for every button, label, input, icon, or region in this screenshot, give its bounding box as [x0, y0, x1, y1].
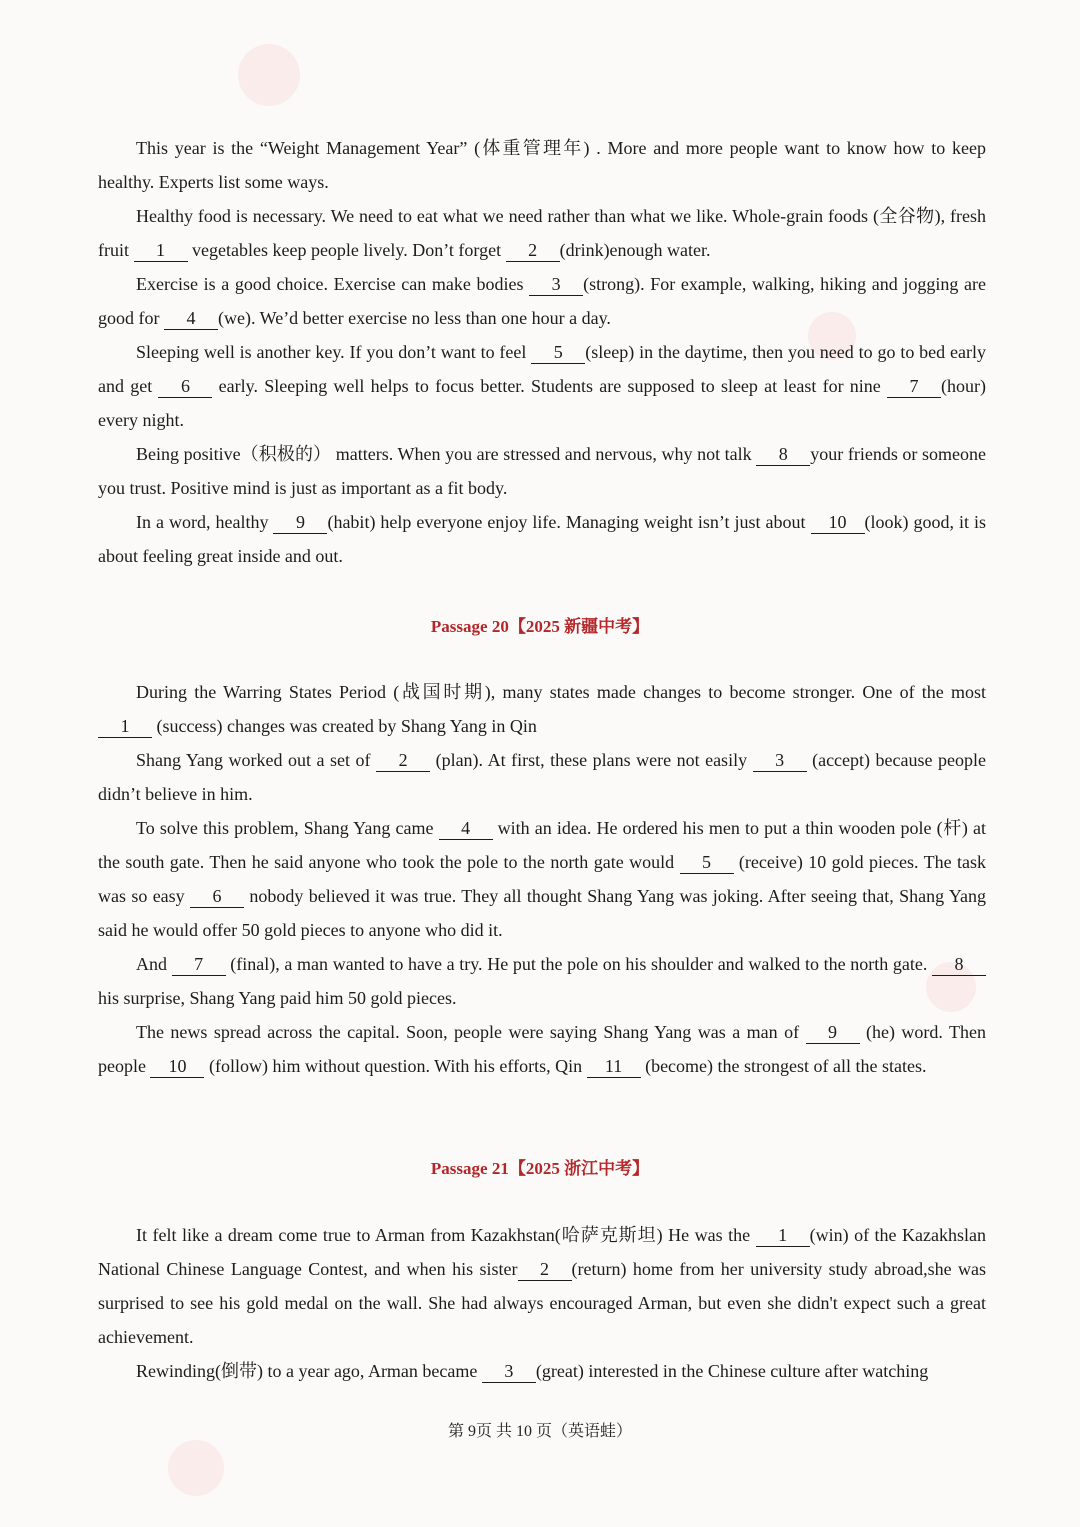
paragraph-text: (hour) every night.	[98, 376, 987, 430]
paragraph-text: (drink)enough water.	[559, 240, 711, 260]
paragraph-text: early. Sleeping well helps to focus better. Students are supposed to sleep at least for nine	[212, 376, 888, 396]
paragraph-text: To solve this problem, Shang Yang came	[136, 818, 439, 838]
paragraph-text: (receive) 10 gold pieces. The task was so easy	[98, 852, 986, 906]
paragraph-text: (plan). At first, these plans were not easily	[430, 750, 753, 770]
blank-11[interactable]: 11	[587, 1055, 641, 1078]
passage-20-body	[98, 675, 986, 1083]
watermark-stamp	[238, 44, 300, 106]
paragraph-text: Being positive（积极的） matters. When you are stressed and nervous, why not talk	[136, 444, 757, 464]
watermark-stamp	[168, 1440, 224, 1496]
paragraph-text: with an idea. He ordered his men to put a thin wooden pole (杆) at the south gate. Then he said anyone who took the pole to the north gate would	[98, 818, 986, 872]
blank-7[interactable]: 7	[887, 375, 941, 398]
blank-4[interactable]: 4	[164, 307, 218, 330]
blank-2[interactable]: 2	[518, 1258, 572, 1281]
paragraph-text: vegetables keep people lively. Don’t forget	[187, 240, 506, 260]
paragraph-text: (strong). For example, walking, hiking and jogging are good for	[98, 274, 987, 328]
blank-2[interactable]: 2	[506, 239, 560, 262]
paragraph-text: Healthy food is necessary. We need to eat what we need rather than what we like. Whole-grain foods (全谷物), fresh fruit	[98, 206, 986, 260]
passage-21-body	[98, 1218, 986, 1388]
paragraph-text: The news spread across the capital. Soon, people were saying Shang Yang was a man of	[136, 1022, 806, 1042]
paragraph-text: (final), a man wanted to have a try. He put the pole on his shoulder and walked to the north gate.	[225, 954, 933, 974]
blank-1[interactable]: 1	[134, 239, 188, 262]
page-footer: 第 9页 共 10 页（英语蛙）	[447, 1423, 632, 1440]
paragraph-text: Exercise is a good choice. Exercise can make bodies	[136, 274, 530, 294]
paragraph-text: In a word, healthy	[136, 512, 274, 532]
blank-3[interactable]: 3	[482, 1360, 536, 1383]
paragraph-text: (look) good, it is about feeling great inside and out.	[98, 512, 986, 566]
paragraph-text: (return) home from her university study abroad,she was surprised to see his gold medal on the wall. She had always encouraged Arman, but even she didn't expect such a great achievement.	[98, 1259, 986, 1347]
paragraph-text: This year is the “Weight Management Year” (体重管理年) . More and more people want to know how to keep healthy. Experts list some ways.	[98, 138, 986, 192]
paragraph	[98, 743, 986, 811]
paragraph-text: (success) changes was created by Shang Yang in Qin	[152, 716, 537, 736]
paragraph-text: During the Warring States Period (战国时期), many states made changes to become stronger. One of the most	[136, 682, 986, 702]
paragraph	[98, 335, 986, 437]
paragraph	[98, 131, 986, 199]
paragraph-text: Shang Yang worked out a set of	[136, 750, 377, 770]
paragraph-text: (follow) him without question. With his efforts, Qin	[204, 1056, 587, 1076]
paragraph	[98, 267, 986, 335]
paragraph-text: Rewinding(倒带) to a year ago, Arman became	[136, 1361, 482, 1381]
passage-21-title: Passage 21【2025 浙江中考】	[430, 1159, 650, 1178]
paragraph	[98, 675, 986, 743]
passage-20-title: Passage 20【2025 新疆中考】	[430, 617, 650, 636]
blank-3[interactable]: 3	[753, 749, 807, 772]
blank-3[interactable]: 3	[529, 273, 583, 296]
blank-9[interactable]: 9	[273, 511, 327, 534]
blank-9[interactable]: 9	[806, 1021, 860, 1044]
paragraph-text: your friends or someone you trust. Positive mind is just as important as a fit body.	[98, 444, 986, 498]
paragraph-text: (become) the strongest of all the states.	[640, 1056, 927, 1076]
passage-19-body	[98, 131, 986, 573]
blank-4[interactable]: 4	[439, 817, 493, 840]
paragraph-text: (we). We’d better exercise no less than one hour a day.	[218, 308, 611, 328]
blank-6[interactable]: 6	[190, 885, 244, 908]
paragraph	[98, 947, 986, 1015]
blank-5[interactable]: 5	[680, 851, 734, 874]
blank-1[interactable]: 1	[98, 715, 152, 738]
paragraph	[98, 811, 986, 947]
paragraph-text: (great) interested in the Chinese culture after watching	[535, 1361, 929, 1381]
blank-8[interactable]: 8	[756, 443, 810, 466]
blank-10[interactable]: 10	[150, 1055, 204, 1078]
paragraph-text: nobody believed it was true. They all thought Shang Yang was joking. After seeing that, Shang Yang said he would offer 50 gold pieces to anyone who did it.	[98, 886, 987, 940]
paragraph	[98, 1354, 986, 1388]
blank-6[interactable]: 6	[158, 375, 212, 398]
blank-5[interactable]: 5	[531, 341, 585, 364]
paragraph-text: And	[136, 954, 172, 974]
blank-2[interactable]: 2	[376, 749, 430, 772]
paragraph-text: (habit) help everyone enjoy life. Managing weight isn’t just about	[327, 512, 811, 532]
paragraph-text: (he) word. Then people	[98, 1022, 986, 1076]
paragraph	[98, 1015, 986, 1083]
blank-1[interactable]: 1	[756, 1224, 810, 1247]
paragraph-text: (accept) because people didn’t believe in him.	[98, 750, 986, 804]
blank-10[interactable]: 10	[811, 511, 865, 534]
blank-7[interactable]: 7	[172, 953, 226, 976]
paragraph	[98, 1218, 986, 1354]
paragraph-text: (win) of the Kazakhslan National Chinese Language Contest, and when his sister	[98, 1225, 986, 1279]
paragraph-text: (sleep) in the daytime, then you need to go to bed early and get	[98, 342, 986, 396]
paragraph-text: It felt like a dream come true to Arman from Kazakhstan(哈萨克斯坦) He was the	[136, 1225, 756, 1245]
paragraph	[98, 505, 986, 573]
paragraph	[98, 437, 986, 505]
paragraph-text: his surprise, Shang Yang paid him 50 gold pieces.	[98, 988, 457, 1008]
paragraph	[98, 199, 986, 267]
blank-8[interactable]: 8	[932, 953, 986, 976]
paragraph-text: Sleeping well is another key. If you don’t want to feel	[136, 342, 532, 362]
